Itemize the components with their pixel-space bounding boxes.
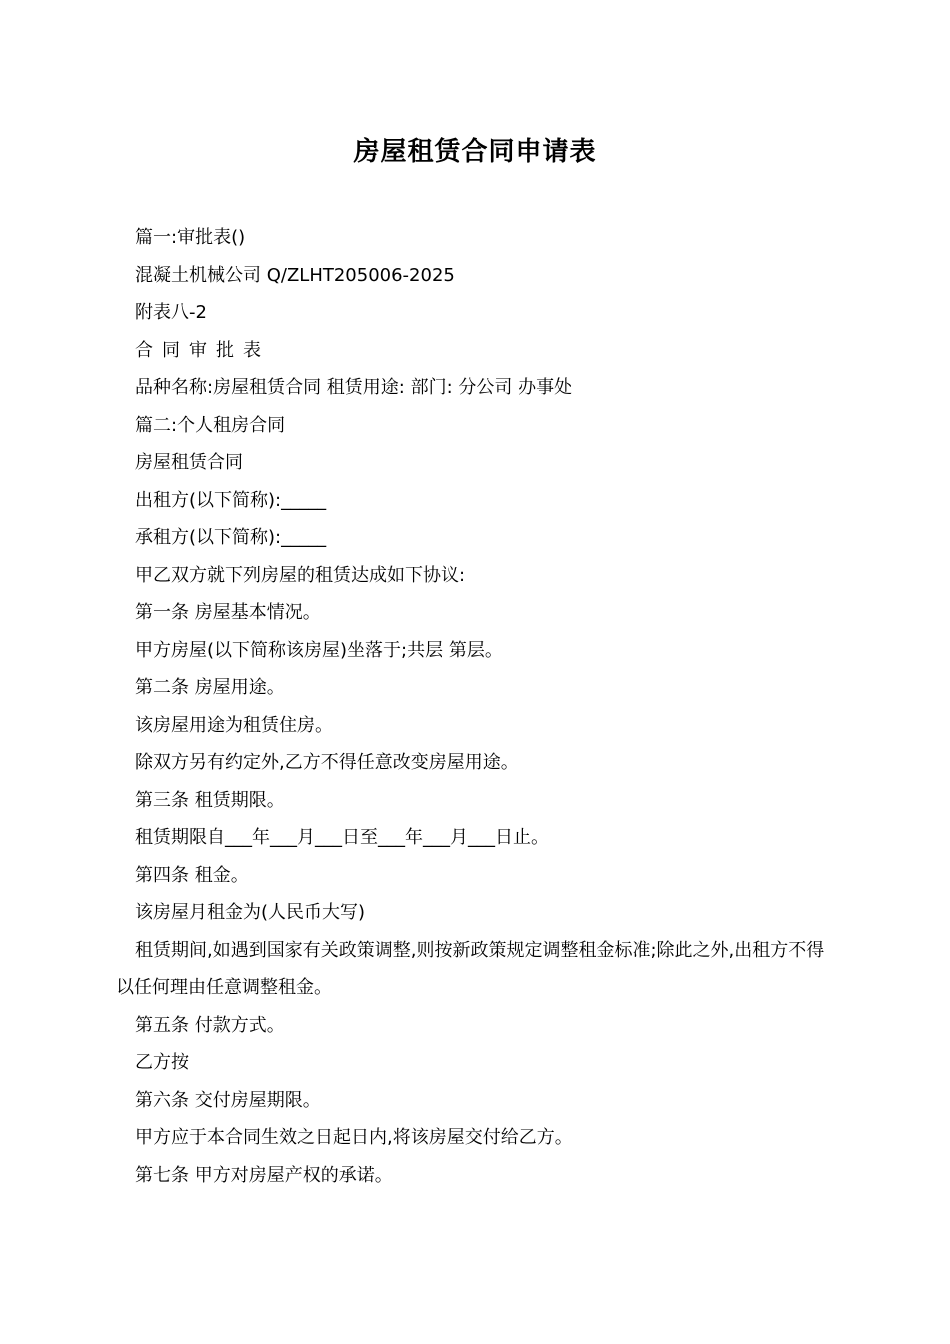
lessor-line: 出租方(以下简称):_____ (135, 489, 327, 511)
article-2-text-2: 除双方另有约定外,乙方不得任意改变房屋用途。 (135, 752, 519, 773)
article-3-heading: 第三条 租赁期限。 (135, 789, 285, 811)
lessee-line: 承租方(以下简称):_____ (135, 527, 327, 548)
section-heading-1: 篇一:审批表() (135, 227, 246, 248)
article-4-heading: 第四条 租金。 (135, 864, 249, 886)
article-6-text: 甲方应于本合同生效之日起日内,将该房屋交付给乙方。 (135, 1127, 573, 1148)
appendix-label: 附表八-2 (135, 302, 207, 323)
article-3-text: 租赁期限自___年___月___日至___年___月___日止。 (135, 827, 549, 848)
document-body (116, 219, 840, 1194)
article-2-text-1: 该房屋用途为租赁住房。 (135, 714, 333, 736)
article-1-heading: 第一条 房屋基本情况。 (135, 602, 321, 623)
article-4-text-2: 租赁期间,如遇到国家有关政策调整,则按新政策规定调整租金标准;除此之外,出租方不得以任何理由任意调整租金。 (116, 939, 825, 998)
article-5-text: 乙方按 (135, 1052, 189, 1073)
section-heading-2: 篇二:个人租房合同 (135, 414, 286, 436)
article-5-heading: 第五条 付款方式。 (135, 1014, 285, 1036)
document-title: 房屋租赁合同申请表 (353, 137, 597, 167)
article-6-heading: 第六条 交付房屋期限。 (135, 1089, 321, 1111)
article-1-text: 甲方房屋(以下简称该房屋)坐落于;共层 第层。 (135, 639, 503, 661)
form-fields-line: 品种名称:房屋租赁合同 租赁用途: 部门: 分公司 办事处 (135, 377, 573, 398)
article-7-heading: 第七条 甲方对房屋产权的承诺。 (135, 1164, 393, 1186)
company-code-line: 混凝土机械公司 Q/ZLHT205006-2025 (135, 264, 455, 286)
article-4-text-1: 该房屋月租金为(人民币大写) (135, 902, 366, 923)
form-title: 合同审批表 (135, 339, 270, 361)
contract-title: 房屋租赁合同 (135, 452, 243, 473)
article-2-heading: 第二条 房屋用途。 (135, 677, 285, 698)
agreement-intro: 甲乙双方就下列房屋的租赁达成如下协议: (135, 564, 466, 586)
